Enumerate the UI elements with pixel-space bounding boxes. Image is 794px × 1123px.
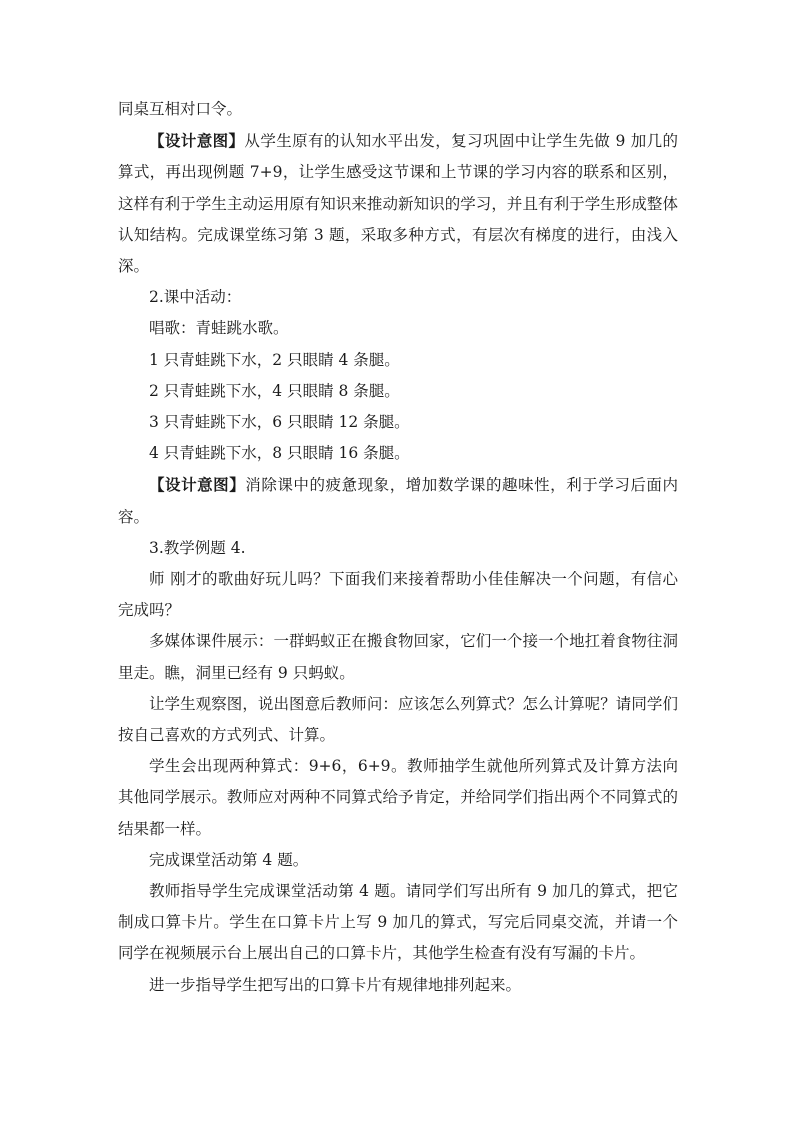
- paragraph-11: [118, 564, 678, 626]
- song-text: 2 只青蛙跳下水，4 只眼睛 8 条腿。: [149, 381, 400, 400]
- paragraph-text: 多媒体课件展示：一群蚂蚁正在搬食物回家，它们一个接一个地扛着食物往洞里走。瞧，洞里已经有 9 只蚂蚁。: [118, 632, 678, 682]
- paragraph-text: 师 刚才的歌曲好玩儿吗？下面我们来接着帮助小佳佳解决一个问题，有信心完成吗？: [118, 570, 678, 620]
- song-line-3: [118, 407, 678, 438]
- design-intent-tag: 【设计意图】: [149, 475, 246, 495]
- paragraph-1: [118, 94, 678, 125]
- paragraph-17: [118, 970, 678, 1001]
- paragraph-text: 唱歌：青蛙跳水歌。: [149, 319, 289, 338]
- song-line-4: [118, 438, 678, 469]
- paragraph-10: [118, 533, 678, 564]
- paragraph-text: 教师指导学生完成课堂活动第 4 题。请同学们写出所有 9 加几的算式，把它制成口算卡片。学生在口算卡片上写 9 加几的算式，写完后同桌交流，并请一个同学在视频展示台上展出自己的口算卡片，其他学生检查有没有写漏的卡片。: [118, 882, 678, 963]
- section-heading: 3.教学例题 4.: [149, 538, 246, 557]
- paragraph-9: [118, 469, 678, 532]
- paragraph-4: [118, 313, 678, 344]
- paragraph-text: 从学生原有的认知水平出发，复习巩固中让学生先做 9 加几的算式，再出现例题 7+9，让学生感受这节课和上节课的学习内容的联系和区别，这样有利于学生主动运用原有知识来推动新知识的学习，并且有利于学生形成整体认知结构。完成课堂练习第 3 题，采取多种方式，有层次有梯度的进行，由浅入深。: [118, 132, 678, 276]
- song-line-2: [118, 376, 678, 407]
- section-heading: 2.课中活动：: [149, 288, 242, 307]
- paragraph-2: [118, 125, 678, 282]
- song-text: 3 只青蛙跳下水，6 只眼睛 12 条腿。: [149, 413, 410, 432]
- document-page: [118, 94, 678, 1001]
- paragraph-text: 学生会出现两种算式：9+6，6+9。教师抽学生就他所列算式及计算方法向其他同学展示。教师应对两种不同算式给予肯定，并给同学们指出两个不同算式的结果都一样。: [118, 757, 678, 838]
- paragraph-text: 同桌互相对口令。: [118, 100, 243, 118]
- paragraph-text: 进一步指导学生把写出的口算卡片有规律地排列起来。: [149, 975, 522, 994]
- design-intent-tag: 【设计意图】: [149, 131, 245, 151]
- paragraph-text: 让学生观察图，说出图意后教师问：应该怎么列算式？怎么计算呢？请同学们按自己喜欢的方式列式、计算。: [118, 694, 678, 745]
- song-text: 1 只青蛙跳下水，2 只眼睛 4 条腿。: [149, 350, 400, 369]
- paragraph-text: 消除课中的疲惫现象，增加数学课的趣味性，利于学习后面内容。: [118, 476, 678, 526]
- paragraph-15: [118, 845, 678, 876]
- paragraph-13: [118, 689, 678, 751]
- song-text: 4 只青蛙跳下水，8 只眼睛 16 条腿。: [149, 444, 410, 463]
- paragraph-12: [118, 626, 678, 688]
- paragraph-14: [118, 751, 678, 845]
- paragraph-text: 完成课堂活动第 4 题。: [149, 850, 309, 869]
- paragraph-16: [118, 876, 678, 970]
- song-line-1: [118, 345, 678, 376]
- paragraph-3: [118, 282, 678, 313]
